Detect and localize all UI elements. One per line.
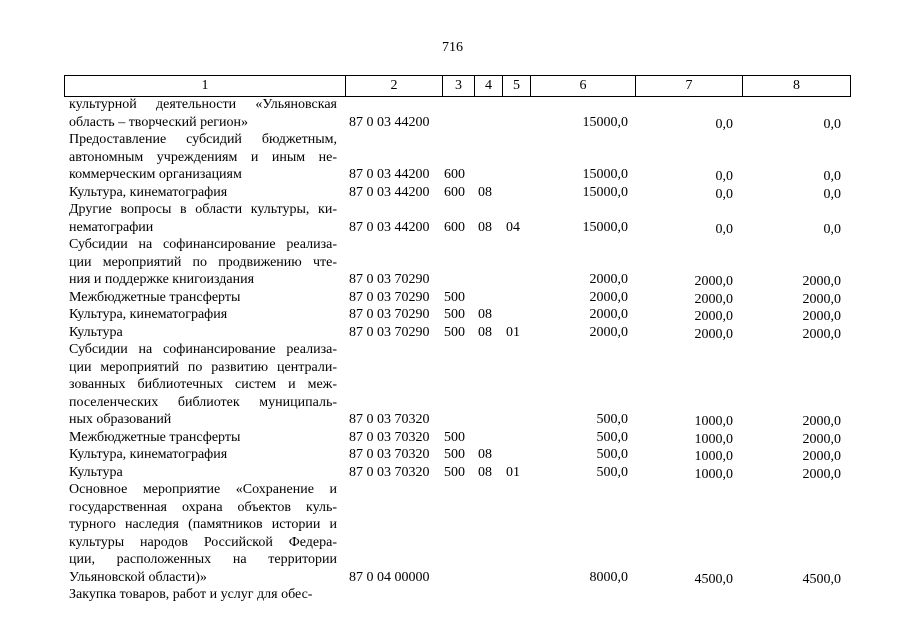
table-row	[0, 184, 905, 202]
row-section: 08	[478, 447, 492, 462]
row-section: 08	[478, 464, 492, 480]
row-amount-col-7: 2000,0	[694, 274, 733, 289]
header-col-2: 2	[346, 76, 443, 97]
table-row	[0, 341, 905, 429]
row-code: 87 0 04 00000	[349, 569, 430, 585]
row-name	[69, 184, 337, 202]
row-expense-type: 500	[444, 464, 465, 480]
row-amount-col-8: 0,0	[823, 169, 841, 184]
row-amount-col-7: 0,0	[715, 186, 733, 202]
row-name-line: турного наследия (памятников истории и	[69, 517, 337, 532]
table-row	[0, 481, 905, 586]
header-col-3: 3	[443, 76, 475, 97]
row-name-line: коммерческим организациям	[69, 167, 242, 182]
row-name-line: ции мероприятий по продвижению чте-	[69, 254, 337, 270]
row-expense-type: 600	[444, 219, 465, 235]
row-amount-col-6: 2000,0	[589, 324, 628, 340]
table-row	[0, 429, 905, 447]
row-name-line: государственная охрана объектов куль-	[69, 499, 337, 515]
row-amount-col-7: 1000,0	[694, 449, 733, 464]
table-row	[0, 131, 905, 184]
row-amount-col-7: 0,0	[715, 221, 733, 237]
row-amount-col-7: 2000,0	[694, 309, 733, 324]
row-expense-type: 600	[444, 167, 465, 182]
header-col-4: 4	[475, 76, 503, 97]
row-expense-type: 500	[444, 429, 465, 445]
row-name-line: Культура, кинематография	[69, 447, 228, 462]
row-amount-col-6: 15000,0	[582, 219, 628, 235]
row-code: 87 0 03 44200	[349, 167, 430, 182]
row-code: 87 0 03 70290	[349, 307, 430, 322]
row-subsection: 01	[506, 464, 520, 480]
row-name-line: Ульяновской области)»	[69, 569, 207, 585]
row-name-line: ния и поддержке книгоиздания	[69, 272, 255, 287]
row-name-line: Межбюджетные трансферты	[69, 289, 241, 305]
row-code: 87 0 03 70290	[349, 324, 430, 340]
row-name-line: Закупка товаров, работ и услуг для обес-	[69, 587, 313, 602]
row-name	[69, 201, 337, 236]
row-amount-col-8: 0,0	[823, 116, 841, 132]
row-amount-col-7: 1000,0	[694, 414, 733, 429]
row-amount-col-6: 500,0	[596, 412, 628, 427]
table-row	[0, 236, 905, 289]
row-amount-col-6: 15000,0	[582, 184, 628, 200]
row-amount-col-6: 15000,0	[582, 167, 628, 182]
row-code: 87 0 03 44200	[349, 184, 430, 200]
header-col-7: 7	[636, 76, 743, 97]
row-code: 87 0 03 44200	[349, 219, 430, 235]
row-code: 87 0 03 70290	[349, 272, 430, 287]
row-expense-type: 500	[444, 324, 465, 340]
row-code: 87 0 03 70320	[349, 412, 430, 427]
row-name	[69, 131, 337, 184]
row-code: 87 0 03 70320	[349, 447, 430, 462]
row-amount-col-8: 2000,0	[802, 414, 841, 429]
row-name	[69, 306, 337, 324]
table-row	[0, 306, 905, 324]
row-name-line: поселенческих библиотек муниципаль-	[69, 394, 337, 410]
header-col-5: 5	[503, 76, 531, 97]
row-name-line: ции, расположенных на территории	[69, 552, 337, 567]
row-amount-col-6: 500,0	[596, 429, 628, 445]
row-expense-type: 500	[444, 447, 465, 462]
row-name-line: Межбюджетные трансферты	[69, 429, 241, 445]
row-amount-col-7: 0,0	[715, 169, 733, 184]
row-subsection: 04	[506, 219, 520, 235]
row-name-line: Другие вопросы в области культуры, ки-	[69, 202, 337, 217]
row-name-line: культуры народов Российской Федера-	[69, 534, 337, 550]
row-name-line: Субсидии на софинансирование реализа-	[69, 237, 337, 252]
row-name-line: зованных библиотечных систем и меж-	[69, 377, 337, 392]
row-amount-col-8: 2000,0	[802, 326, 841, 342]
row-name-line: Культура	[69, 324, 123, 340]
header-col-6: 6	[531, 76, 636, 97]
row-amount-col-8: 4500,0	[802, 571, 841, 587]
row-name-line: ных образований	[69, 412, 172, 427]
row-section: 08	[478, 324, 492, 340]
row-name	[69, 324, 337, 342]
row-amount-col-6: 8000,0	[589, 569, 628, 585]
table-row	[0, 586, 905, 604]
row-amount-col-6: 500,0	[596, 464, 628, 480]
row-name-line: Культура	[69, 464, 123, 480]
row-name	[69, 236, 337, 289]
row-amount-col-7: 1000,0	[694, 466, 733, 482]
row-subsection: 01	[506, 324, 520, 340]
row-amount-col-6: 2000,0	[589, 307, 628, 322]
row-amount-col-8: 2000,0	[802, 291, 841, 307]
row-amount-col-8: 0,0	[823, 221, 841, 237]
row-code: 87 0 03 70320	[349, 464, 430, 480]
row-name	[69, 446, 337, 464]
budget-rows	[0, 96, 905, 604]
row-name-line: Культура, кинематография	[69, 307, 228, 322]
row-name-line: Культура, кинематография	[69, 184, 228, 200]
table-row	[0, 446, 905, 464]
row-section: 08	[478, 219, 492, 235]
row-name	[69, 96, 337, 131]
page-number: 716	[442, 40, 463, 55]
row-name	[69, 481, 337, 586]
header-col-8: 8	[743, 76, 851, 97]
row-name	[69, 289, 337, 307]
row-amount-col-7: 2000,0	[694, 291, 733, 307]
column-header-table	[64, 75, 851, 97]
row-expense-type: 500	[444, 307, 465, 322]
row-code: 87 0 03 70290	[349, 289, 430, 305]
row-name-line: культурной деятельности «Ульяновская	[69, 97, 337, 112]
row-code: 87 0 03 70320	[349, 429, 430, 445]
row-name	[69, 586, 337, 604]
row-name-line: Основное мероприятие «Сохранение и	[69, 482, 337, 497]
row-name-line: Субсидии на софинансирование реализа-	[69, 342, 337, 357]
table-row	[0, 289, 905, 307]
row-section: 08	[478, 307, 492, 322]
row-amount-col-6: 2000,0	[589, 272, 628, 287]
row-expense-type: 500	[444, 289, 465, 305]
row-amount-col-8: 2000,0	[802, 431, 841, 447]
row-amount-col-7: 4500,0	[694, 571, 733, 587]
table-row	[0, 464, 905, 482]
table-row	[0, 201, 905, 236]
row-name-line: Предоставление субсидий бюджетным,	[69, 132, 337, 147]
row-name	[69, 429, 337, 447]
row-amount-col-8: 2000,0	[802, 309, 841, 324]
row-name-line: ции мероприятий по развитию централи-	[69, 359, 337, 375]
row-amount-col-6: 500,0	[596, 447, 628, 462]
row-amount-col-7: 2000,0	[694, 326, 733, 342]
row-expense-type: 600	[444, 184, 465, 200]
row-name	[69, 464, 337, 482]
row-section: 08	[478, 184, 492, 200]
row-amount-col-8: 2000,0	[802, 466, 841, 482]
row-amount-col-8: 2000,0	[802, 449, 841, 464]
row-code: 87 0 03 44200	[349, 114, 430, 130]
row-amount-col-7: 0,0	[715, 116, 733, 132]
table-row	[0, 324, 905, 342]
row-amount-col-6: 2000,0	[589, 289, 628, 305]
row-name-line: нематографии	[69, 219, 154, 235]
row-name-line: область – творческий регион»	[69, 114, 249, 130]
table-row	[0, 96, 905, 131]
row-name-line: автономным учреждениям и иным не-	[69, 149, 337, 165]
row-amount-col-8: 0,0	[823, 186, 841, 202]
header-col-1: 1	[65, 76, 346, 97]
row-amount-col-7: 1000,0	[694, 431, 733, 447]
row-amount-col-6: 15000,0	[582, 114, 628, 130]
row-name	[69, 341, 337, 429]
row-amount-col-8: 2000,0	[802, 274, 841, 289]
